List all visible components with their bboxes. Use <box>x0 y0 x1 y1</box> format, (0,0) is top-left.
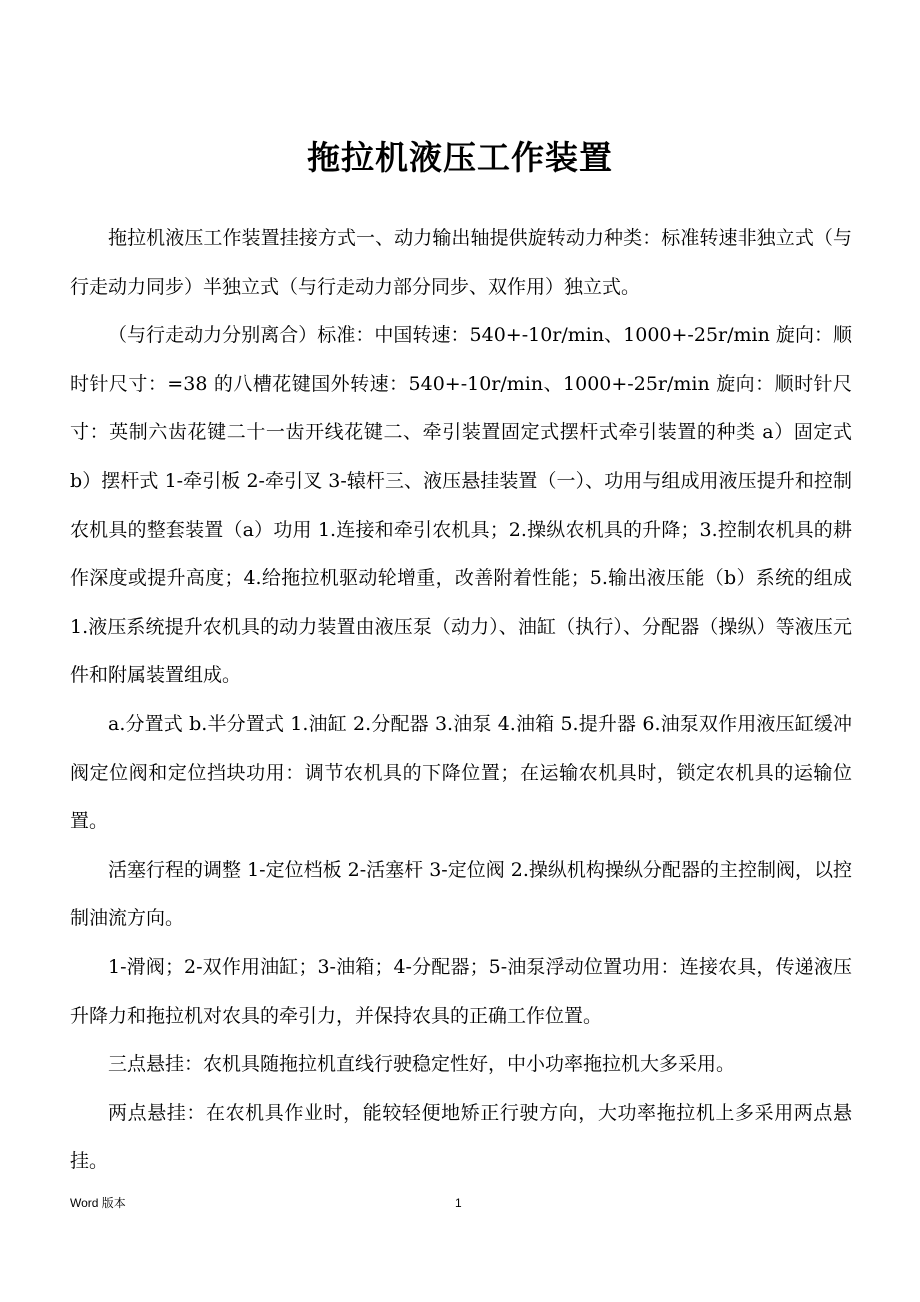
paragraph-6: 三点悬挂：农机具随拖拉机直线行驶稳定性好，中小功率拖拉机大多采用。 <box>108 1053 736 1076</box>
paragraph-3: a.分置式 b.半分置式 1.油缸 2.分配器 3.油泵 4.油箱 5.提升器 6.油泵双作用液压缸缓冲阀定位阀和定位挡块功用：调节农机具的下降位置；在运输农机具时，锁定农机具的运输位置。 <box>70 712 852 833</box>
page-number: 1 <box>455 1196 462 1210</box>
paragraph-7: 两点悬挂：在农机具作业时，能较轻便地矫正行驶方向，大功率拖拉机上多采用两点悬挂。 <box>70 1101 852 1173</box>
paragraph-1: 拖拉机液压工作装置挂接方式一、动力输出轴提供旋转动力种类：标准转速非独立式（与行走动力同步）半独立式（与行走动力部分同步、双作用）独立式。 <box>70 227 852 298</box>
paragraph-5: 1-滑阀；2-双作用油缸；3-油箱；4-分配器；5-油泵浮动位置功用：连接农具，传递液压升降力和拖拉机对农具的牵引力，并保持农具的正确工作位置。 <box>70 955 852 1027</box>
paragraph-4: 活塞行程的调整 1-定位档板 2-活塞杆 3-定位阀 2.操纵机构操纵分配器的主控制阀，以控制油流方向。 <box>70 858 852 930</box>
document-body <box>70 214 852 1186</box>
footer-label: Word 版本 <box>70 1196 126 1210</box>
document-title: 拖拉机液压工作装置 <box>307 138 613 177</box>
paragraph-2: （与行走动力分别离合）标准：中国转速：540+-10r/min、1000+-25r/min 旋向：顺时针尺寸：=38 的八槽花键国外转速：540+-10r/min、1000+-25r/min 旋向：顺时针尺寸：英制六齿花键二十一齿开线花键二、牵引装置固定式摆杆式牵引装置的种类 a）固定式 b）摆杆式 1-牵引板 2-牵引叉 3-辕杆三、液压悬挂装置（一）、功用与组成用液压提升和控制农机具的整套装置（a）功用 1.连接和牵引农机具；2.操纵农机具的升降；3.控制农机具的耕作深度或提升高度；4.给拖拉机驱动轮增重，改善附着性能；5.输出液压能（b）系统的组成 1.液压系统提升农机具的动力装置由液压泵（动力）、油缸（执行）、分配器（操纵）等液压元件和附属装置组成。 <box>70 324 852 687</box>
